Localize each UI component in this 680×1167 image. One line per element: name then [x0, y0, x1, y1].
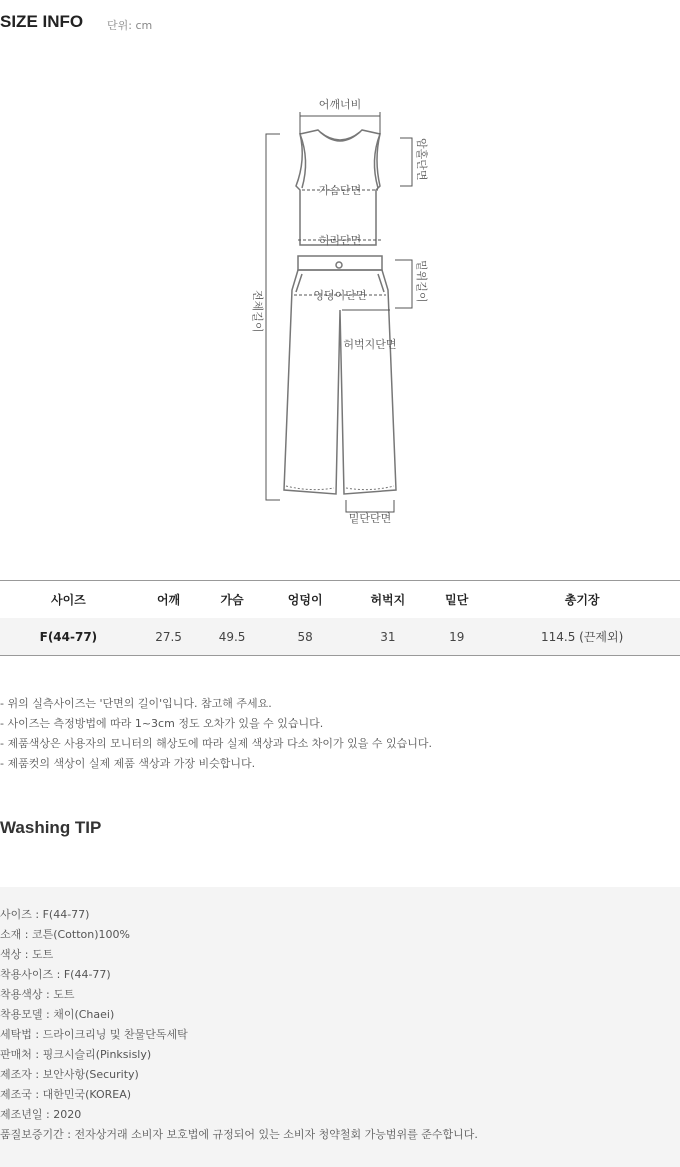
info-item: 사이즈 : F(44-77) — [0, 908, 90, 921]
cell-size: F(44-77) — [0, 618, 137, 656]
size-table-header — [0, 581, 680, 619]
info-item: 제조년일 : 2020 — [0, 1108, 82, 1121]
header-chest: 가슴 — [200, 581, 264, 619]
cell-hem: 19 — [429, 618, 484, 656]
shoulder-label: 어깨너비 — [318, 98, 362, 111]
size-notes — [0, 694, 432, 774]
header-hip: 엉덩이 — [264, 581, 347, 619]
unit-label: 단위: cm — [107, 19, 153, 32]
info-item: 제조자 : 보안사항(Security) — [0, 1068, 139, 1081]
rise-label: 밑위길이 — [415, 260, 428, 303]
button — [336, 262, 342, 268]
chest-label: 가슴단면 — [318, 184, 362, 197]
info-item: 색상 : 도트 — [0, 948, 54, 961]
info-item: 제조국 : 대한민국(KOREA) — [0, 1088, 132, 1101]
rise-line — [395, 260, 412, 308]
waist-label: 허리단면 — [318, 234, 362, 247]
total-length-line — [266, 134, 280, 500]
header-hem: 밑단 — [429, 581, 484, 619]
size-info-title: SIZE INFO — [0, 12, 84, 31]
info-item: 착용모델 : 채이(Chaei) — [0, 1008, 115, 1021]
armhole-line — [400, 138, 412, 186]
armhole-label: 암홀단면 — [415, 138, 428, 181]
header-shoulder: 어깨 — [137, 581, 201, 619]
info-item: 착용사이즈 : F(44-77) — [0, 968, 111, 981]
cell-shoulder: 27.5 — [137, 618, 201, 656]
hem-line — [346, 500, 394, 512]
info-item: 소재 : 코튼(Cotton)100% — [0, 928, 130, 941]
note-item: - 위의 실측사이즈는 '단면의 길이'입니다. 참고해 주세요. — [0, 697, 272, 710]
total-length-label: 전체길이 — [251, 290, 264, 333]
cell-hip: 58 — [264, 618, 347, 656]
info-item: 판매처 : 핑크시슬리(Pinksisly) — [0, 1048, 152, 1061]
cell-thigh: 31 — [347, 618, 430, 656]
cell-total-length: 114.5 (끈제외) — [484, 618, 680, 656]
header-size: 사이즈 — [0, 581, 137, 619]
hip-label: 엉덩이단면 — [313, 289, 367, 302]
product-info-box — [0, 887, 680, 1167]
size-table — [0, 580, 680, 656]
washing-tip-title: Washing TIP — [0, 818, 102, 837]
info-item: 세탁법 : 드라이크리닝 및 찬물단독세탁 — [0, 1028, 188, 1041]
header-thigh: 허벅지 — [347, 581, 430, 619]
jumpsuit-size-diagram — [240, 90, 440, 530]
info-item: 품질보증기간 : 전자상거래 소비자 보호법에 규정되어 있는 소비자 청약철회 가능범위를 준수합니다. — [0, 1128, 478, 1141]
thigh-label: 허벅지단면 — [343, 338, 397, 351]
header-total-length: 총기장 — [484, 581, 680, 619]
info-item: 착용색상 : 도트 — [0, 988, 75, 1001]
pants-outline — [284, 270, 396, 494]
note-item: - 제품컷의 색상이 실제 제품 색상과 가장 비슷합니다. — [0, 757, 256, 770]
note-item: - 제품색상은 사용자의 모니터의 해상도에 따라 실제 색상과 다소 차이가 있을 수 있습니다. — [0, 737, 432, 750]
note-item: - 사이즈는 측정방법에 따라 1~3cm 정도 오차가 있을 수 있습니다. — [0, 717, 324, 730]
table-row — [0, 618, 680, 656]
neckline — [320, 132, 360, 140]
hem-label: 밑단단면 — [348, 512, 392, 525]
hem-stitch — [286, 486, 394, 490]
cell-chest: 49.5 — [200, 618, 264, 656]
